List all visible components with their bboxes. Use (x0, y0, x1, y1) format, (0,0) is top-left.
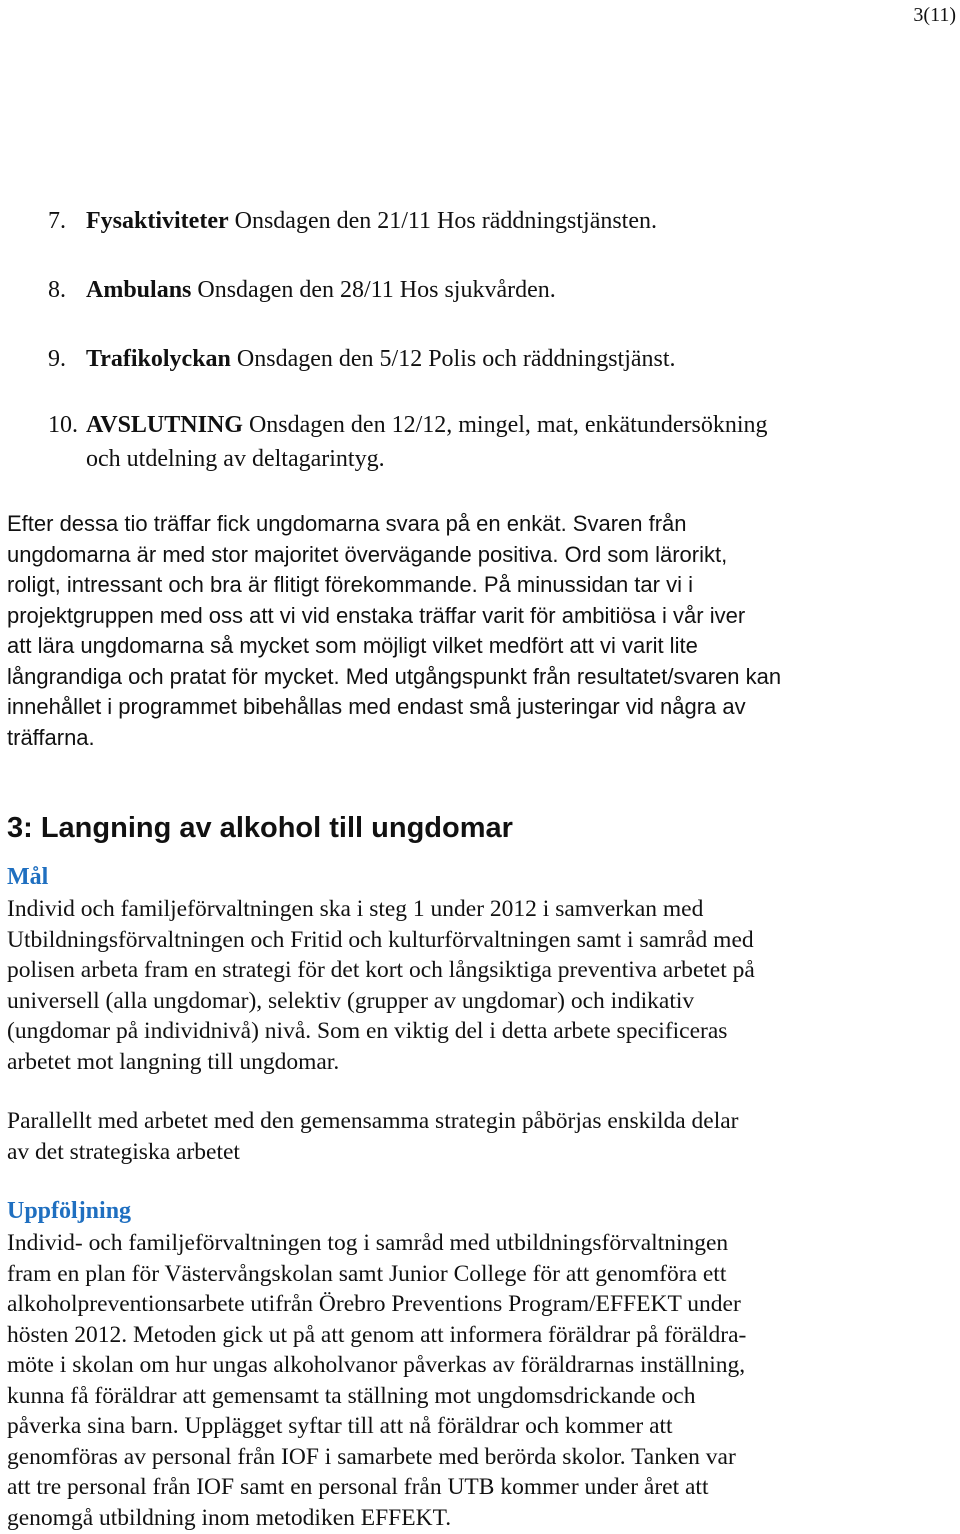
paragraph-line: ungdomarna är med stor majoritet övervägande positiva. Ord som lärorikt, (7, 541, 728, 567)
list-title: AVSLUTNING (86, 412, 243, 438)
goal-heading: Mål (7, 864, 49, 890)
paragraph-line: Efter dessa tio träffar fick ungdomarna svara på en enkät. Svaren från (7, 511, 687, 536)
paragraph-line: innehållet i programmet bibehållas med endast små justeringar vid några av (7, 694, 746, 719)
paragraph-line: Individ och familjeförvaltningen ska i steg 1 under 2012 i samverkan med (7, 896, 704, 922)
list-number: 8. (48, 277, 66, 303)
paragraph-line: möte i skolan om hur ungas alkoholvanor påverkas av föräldrarnas inställning, (7, 1352, 746, 1378)
goal-paragraph (7, 894, 952, 1077)
list-number: 9. (48, 346, 66, 372)
paragraph-line: universell (alla ungdomar), selektiv (grupper av ungdomar) och indikativ (7, 987, 695, 1014)
evaluation-paragraph (7, 509, 952, 753)
list-text: Onsdagen den 28/11 Hos sjukvården. (191, 277, 556, 303)
paragraph-line: fram en plan för Västervångskolan samt Junior College för att genomföra ett (7, 1260, 727, 1287)
page-number: 3(11) (913, 4, 956, 26)
list-text: Onsdagen den 5/12 Polis och räddningstjänst. (230, 346, 676, 372)
paragraph-line: Utbildningsförvaltningen och Fritid och kulturförvaltningen samt i samråd med (7, 926, 754, 953)
paragraph-line: träffarna. (7, 724, 95, 750)
parallel-paragraph (7, 1106, 952, 1167)
paragraph-line: (ungdomar på individnivå) nivå. Som en viktig del i detta arbete specificeras (7, 1018, 728, 1044)
paragraph-line: genomgå utbildning inom metodiken EFFEKT. (7, 1504, 452, 1531)
paragraph-line: polisen arbeta fram en strategi för det kort och långsiktiga preventiva arbetet på (7, 957, 755, 983)
paragraph-line: av det strategiska arbetet (7, 1138, 240, 1165)
paragraph-line: arbetet mot langning till ungdomar. (7, 1048, 340, 1075)
list-title: Fysaktiviteter (86, 208, 229, 234)
list-continuation: och utdelning av deltagarintyg. (86, 446, 385, 472)
paragraph-line: att tre personal från IOF samt en personal från UTB kommer under året att (7, 1474, 709, 1500)
paragraph-line: långrandiga och pratat för mycket. Med utgångspunkt från resultatet/svaren kan (7, 663, 782, 689)
paragraph-line: hösten 2012. Metoden gick ut på att genom att informera föräldrar på föräldra- (7, 1321, 747, 1348)
list-text: Onsdagen den 21/11 Hos räddningstjänsten. (228, 208, 658, 234)
paragraph-line: Individ- och familjeförvaltningen tog i samråd med utbildningsförvaltningen (7, 1230, 729, 1256)
paragraph-line: Parallellt med arbetet med den gemensamma strategin påbörjas enskilda delar (7, 1108, 739, 1134)
section-heading: 3: Langning av alkohol till ungdomar (7, 812, 513, 844)
paragraph-line: genomföras av personal från IOF i samarbete med berörda skolor. Tanken var (7, 1443, 736, 1470)
paragraph-line: påverka sina barn. Upplägget syftar till att nå föräldrar och kommer att (7, 1413, 673, 1439)
followup-paragraph (7, 1228, 952, 1533)
paragraph-line: alkoholpreventionsarbete utifrån Örebro Preventions Program/EFFEKT under (7, 1291, 741, 1317)
list-text: Onsdagen den 12/12, mingel, mat, enkätundersökning (242, 412, 768, 438)
followup-heading: Uppföljning (7, 1198, 132, 1224)
list-title: Ambulans (86, 277, 192, 303)
paragraph-line: roligt, intressant och bra är flitigt förekommande. På minussidan tar vi i (7, 572, 693, 597)
list-number: 10. (48, 412, 78, 438)
list-number: 7. (48, 208, 66, 234)
paragraph-line: att lära ungdomarna så mycket som möjligt vilket medfört att vi varit lite (7, 633, 698, 658)
list-title: Trafikolyckan (86, 346, 231, 372)
paragraph-line: kunna få föräldrar att gemensamt ta ställning mot ungdomsdrickande och (7, 1382, 696, 1409)
paragraph-line: projektgruppen med oss att vi vid enstaka träffar varit för ambitiösa i vår iver (7, 602, 746, 628)
